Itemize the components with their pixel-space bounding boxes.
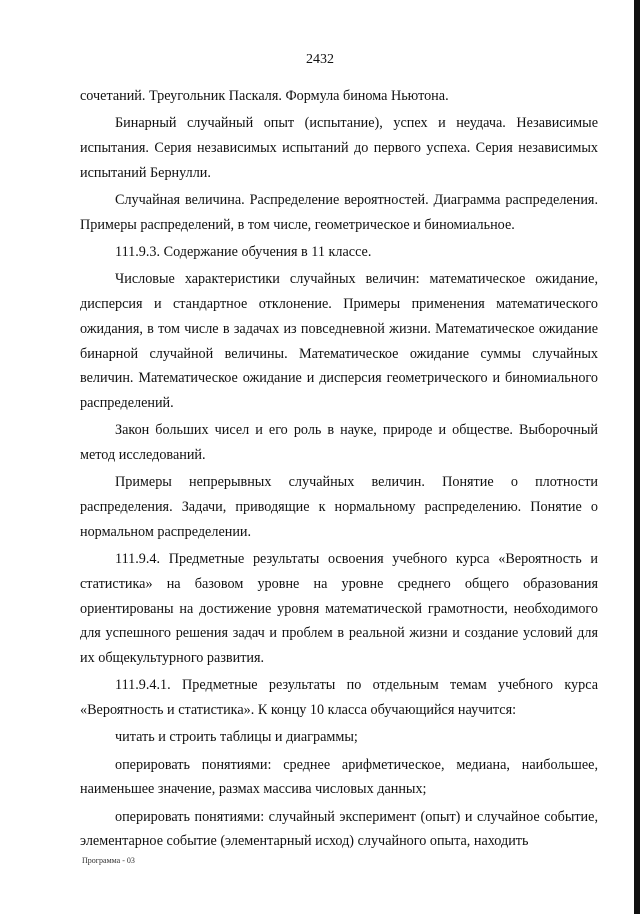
paragraph-continuous-variables: Примеры непрерывных случайных величин. Понятие о плотности распределения. Задачи, приводящие к нормальному распределению. Понятие о нормальном распределении. (80, 474, 598, 540)
list-item-tables: читать и строить таблицы и диаграммы; (115, 729, 358, 746)
paragraph-binary-trial: Бинарный случайный опыт (испытание), успех и неудача. Независимые испытания. Серия независимых испытаний до первого успеха. Серия независимых испытаний Бернулли. (80, 115, 598, 181)
page-footer: Программа - 03 (82, 856, 135, 865)
paragraph-law-of-large-numbers: Закон больших чисел и его роль в науке, природе и обществе. Выборочный метод исследований. (80, 422, 598, 464)
paragraph-random-variable: Случайная величина. Распределение вероятностей. Диаграмма распределения. Примеры распределений, в том числе, геометрическое и биномиальное. (80, 191, 598, 233)
paragraph-continuation: сочетаний. Треугольник Паскаля. Формула бинома Ньютона. (80, 88, 449, 104)
paragraph-results-by-topic: 111.9.4.1. Предметные результаты по отдельным темам учебного курса «Вероятность и статистика». К концу 10 класса обучающийся научится: (80, 677, 598, 719)
page-number: 2432 (306, 52, 334, 67)
paragraph-numeric-characteristics: Числовые характеристики случайных величин: математическое ожидание, дисперсия и стандартное отклонение. Примеры применения математического ожидания, в том числе в задачах из повседневной жизни. Математическое ожидание бинарной случайной величины. Математическое ожидание суммы случайных величин. Математическое ожидание и дисперсия геометрического и биномиального распределений. (80, 271, 598, 412)
list-item-random-experiment: оперировать понятиями: случайный эксперимент (опыт) и случайное событие, элементарное событие (элементарный исход) случайного опыта, находить (80, 808, 598, 850)
section-heading-11-class: 111.9.3. Содержание обучения в 11 классе. (115, 243, 372, 260)
list-item-statistics-concepts: оперировать понятиями: среднее арифметическое, медиана, наибольшее, наименьшее значение, размах массива числовых данных; (80, 756, 598, 798)
paragraph-subject-results: 111.9.4. Предметные результаты освоения учебного курса «Вероятность и статистика» на базовом уровне на уровне среднего общего образования ориентированы на достижение уровня математической грамотности, необходимого для успешного решения задач и проблем в реальной жизни и создание условий для их общекультурного развития. (80, 551, 598, 667)
document-body (80, 84, 598, 857)
scan-edge-bar (634, 0, 640, 914)
